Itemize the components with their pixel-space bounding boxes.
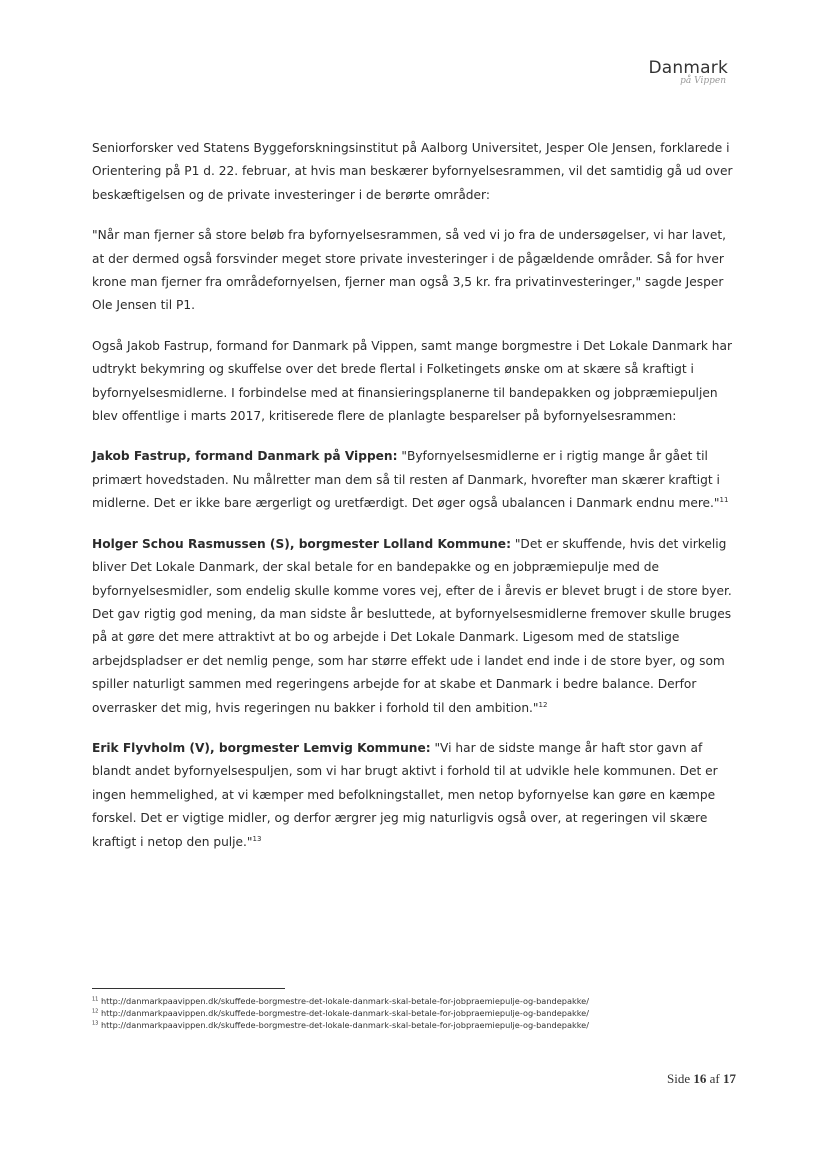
footnote-number: 13 (92, 1020, 99, 1027)
page-total: 17 (723, 1071, 736, 1086)
speaker-name: Holger Schou Rasmussen (S), borgmester Lolland Kommune: (92, 536, 511, 551)
paragraph: Seniorforsker ved Statens Byggeforskningsinstitut på Aalborg Universitet, Jesper Ole Jensen, forklarede i Orientering på P1 d. 22. februar, at hvis man beskærer byfornyelsesrammen, vil det samtidig gå ud over beskæftigelsen og de private investeringer i de berørte områder: (92, 141, 733, 202)
speaker-name: Jakob Fastrup, formand Danmark på Vippen: (92, 449, 398, 464)
logo-title: Danmark (648, 58, 728, 78)
footnote-link[interactable]: http://danmarkpaavippen.dk/skuffede-borgmestre-det-lokale-danmark-skal-betale-for-jobpraemiepulje-og-bandepakke/ (98, 996, 589, 1006)
paragraph: "Når man fjerner så store beløb fra byfornyelsesrammen, så ved vi jo fra de undersøgelser, vi har lavet, at der dermed også forsvinder meget store private investeringer i de pågældende områder. Så for hver krone man fjerner fra områdefornyelsen, fjerner man også 3,5 kr. fra privatinvesteringer," sagde Jesper Ole Jensen til P1. (92, 228, 726, 313)
footnote (92, 995, 752, 1007)
quote-rasmussen (92, 533, 738, 720)
footnote-link[interactable]: http://danmarkpaavippen.dk/skuffede-borgmestre-det-lokale-danmark-skal-betale-for-jobpraemiepulje-og-bandepakke/ (98, 1008, 589, 1019)
footnote (92, 1007, 752, 1019)
footnote-ref: 13 (252, 834, 262, 843)
quote-fastrup (92, 445, 738, 515)
quote-text: "Vi har de sidste mange år haft stor gavn af blandt andet byfornyelsespuljen, som vi har brugt aktivt i forhold til at udvikle hele kommunen. Det er ingen hemmelighed, at vi kæmper med befolkningstallet, men netop byfornyelse kan gøre en kæmpe forskel. Det er vigtige midler, og derfor ærgrer jeg mig naturligvis også over, at regeringen vil skære kraftigt i netop den pulje." (92, 740, 718, 849)
quote-text: "Byfornyelsesmidlerne er i rigtig mange år gået til primært hovedstaden. Nu målretter man dem så til resten af Danmark, hvorefter man skærer kraftigt i midlerne. Det er ikke bare ærgerligt og uretfærdigt. Det øger også ubalancen i Danmark endnu mere." (92, 449, 720, 511)
page-current: 16 (693, 1071, 707, 1086)
footnote-ref: 11 (719, 496, 729, 505)
quote-flyvholm (92, 737, 738, 854)
footnote-number: 11 (92, 996, 99, 1003)
footnotes (92, 995, 752, 1032)
footnote-divider (92, 988, 285, 989)
footnote (92, 1019, 752, 1031)
page-middle: af (706, 1071, 723, 1086)
page-prefix: Side (667, 1071, 694, 1086)
footnote-number: 12 (92, 1008, 99, 1015)
footnote-ref: 12 (538, 700, 548, 709)
speaker-name: Erik Flyvholm (V), borgmester Lemvig Kommune: (92, 740, 431, 755)
logo-subtitle: på Vippen (680, 76, 726, 86)
danmark-paa-vippen-logo (649, 58, 729, 86)
paragraph: Også Jakob Fastrup, formand for Danmark på Vippen, samt mange borgmestre i Det Lokale Danmark har udtrykt bekymring og skuffelse over det brede flertal i Folketingets ønske om at skære så kraftigt i byfornyelsesmidlerne. I forbindelse med at finansieringsplanerne til bandepakken og jobpræmiepuljen blev offentlige i marts 2017, kritiserede flere de planlagte besparelser på byfornyelsesrammen: (92, 338, 732, 424)
quote-text: "Det er skuffende, hvis det virkelig bliver Det Lokale Danmark, der skal betale for en bandepakke og en jobpræmiepulje med de byfornyelsesmidler, som endelig skulle komme vores vej, efter de i årevis er blevet brugt i de store byer. Det gav rigtig god mening, da man sidste år besluttede, at byfornyelsesmidlerne fremover skulle bruges på at gøre det mere attraktivt at bo og arbejde i Det Lokale Danmark. Ligesom med de statslige arbejdspladser er det nemlig penge, som har større effekt ude i landet end inde i de store byer, og som spiller naturligt sammen med regeringens arbejde for at skabe et Danmark i bedre balance. Derfor overrasker det mig, hvis regeringen nu bakker i forhold til den ambition." (92, 536, 732, 715)
page-number (667, 1071, 736, 1087)
body-text (92, 137, 738, 871)
footnote-link[interactable]: http://danmarkpaavippen.dk/skuffede-borgmestre-det-lokale-danmark-skal-betale-for-jobpraemiepulje-og-bandepakke/ (98, 1020, 589, 1031)
